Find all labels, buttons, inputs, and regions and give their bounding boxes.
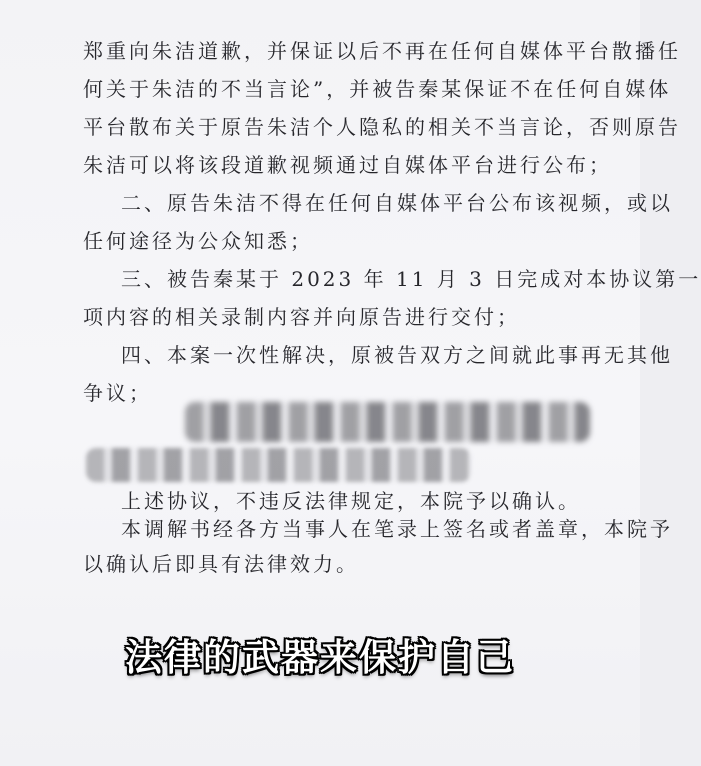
document-line: 三、被告秦某于 2023 年 11 月 3 日完成对本协议第一 xyxy=(121,267,701,291)
document-line: 朱洁可以将该段道歉视频通过自媒体平台进行公布； xyxy=(83,153,612,177)
document-line: 争议； xyxy=(83,381,152,405)
redacted-block xyxy=(185,402,590,442)
document-line: 二、原告朱洁不得在任何自媒体平台公布该视频，或以 xyxy=(121,191,673,215)
document-line: 任何途径为公众知悉； xyxy=(83,229,313,253)
document-line: 项内容的相关录制内容并向原告进行交付； xyxy=(83,305,520,329)
document-line: 四、本案一次性解决，原被告双方之间就此事再无其他 xyxy=(121,343,673,367)
document-line: 郑重向朱洁道歉，并保证以后不再在任何自媒体平台散播任 xyxy=(83,39,681,63)
document-line: 何关于朱洁的不当言论”，并被告秦某保证不在任何自媒体 xyxy=(83,77,672,101)
document-line: 平台散布关于原告朱洁个人隐私的相关不当言论，否则原告 xyxy=(83,115,681,139)
video-caption: 法律的武器来保护自己 xyxy=(125,636,515,679)
document-line: 以确认后即具有法律效力。 xyxy=(83,552,359,576)
redacted-block xyxy=(86,448,471,482)
document-line: 上述协议，不违反法律规定，本院予以确认。 xyxy=(121,489,581,513)
document-line: 本调解书经各方当事人在笔录上签名或者盖章，本院予 xyxy=(121,517,673,541)
